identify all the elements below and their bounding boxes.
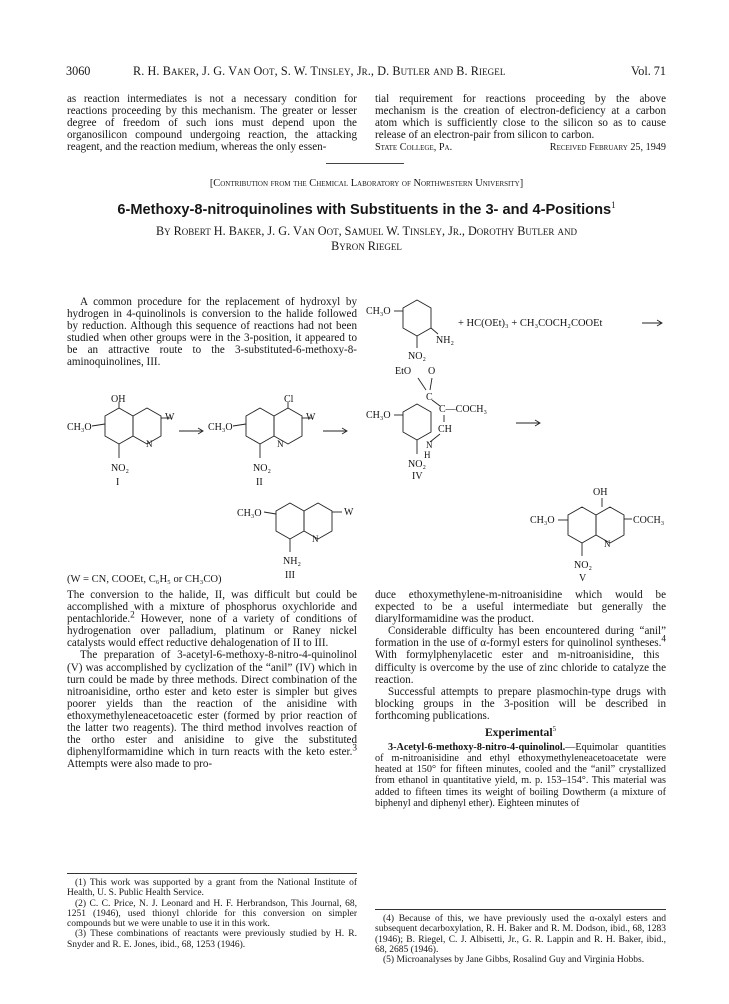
article-divider: [326, 163, 404, 164]
contribution-line: [Contribution from the Chemical Laboratory of Northwestern University]: [209, 178, 524, 189]
compound-1-structure: [67, 394, 175, 488]
arrow-4: [516, 420, 540, 426]
previous-article-right: [375, 93, 666, 154]
compound-heading: 3-Acetyl-6-methoxy-8-nitro-4-quinolinol.: [388, 742, 566, 754]
footnote: (4) Because of this, we have previously used the α-oxalyl esters and subsequent decarboxylation, R. H. Baker and R. M. Dodson, ibid., 68, 1283 (1946); B. Riegel, C. J. Albisetti, Jr., G. R. Lappin and R. H. Baker, ibid., 68, 2685 (1946).: [375, 914, 666, 955]
intro-text: A common procedure for the replacement of hydroxyl by hydrogen in 4-quinolinols is conversion to the halide followed by reduction. Although this sequence of reactions had not been studied when other groups were in the 3-position, it appeared to be an attractive route to the 3-substituted-6-methoxy-8-aminoquinolines, III.: [67, 296, 357, 369]
running-authors: R. H. Baker, J. G. Van Oot, S. W. Tinsley, Jr., D. Butler and B. Riegel: [133, 64, 506, 78]
methoxy-label: CH₃O: [237, 508, 262, 519]
title-text: 6-Methoxy-8-nitroquinolines with Substituents in the 3- and 4-Positions: [117, 202, 612, 218]
compound-2-structure: [208, 394, 316, 488]
footnote-ref: 2: [130, 610, 135, 621]
methoxy-label: CH₃O: [67, 422, 92, 433]
byline-line-2: Byron Riegel: [331, 238, 402, 253]
body-paragraph: The preparation of 3-acetyl-6-methoxy-8-nitro-4-quinolinol (V) was accomplished by cyclization of the “anil” (IV) which in turn could be made by three methods. Direct combination of the nitroanisidine, ortho ester and keto ester is simpler but gives poorer yields than the reaction of the anisidine with ethoxymethyleneacetoacetic ester (formed by prior reaction of the latter two reagents). The third method involves reaction of the ortho ester and anisidine to give the substituted diphenylformamidine which in turn reacts with the keto ester.$^3$ Attempts were also made to pro-: [67, 649, 357, 771]
nitro-label: NO₂: [111, 463, 129, 474]
nitro-label: NO₂: [408, 459, 426, 470]
article-signature: [375, 142, 666, 154]
compound-label-2: II: [256, 477, 263, 488]
carbon-label: C: [426, 392, 433, 403]
footnote: (3) These combinations of reactants were previously studied by H. R. Snyder and R. E. Jones, ibid., 68, 1253 (1946).: [67, 929, 357, 950]
received-date: Received February 25, 1949: [549, 142, 666, 154]
article-title: [67, 202, 666, 218]
body-paragraph: Successful attempts to prepare plasmochin-type drugs with blocking groups in the 3-position will be described in forthcoming publications.: [375, 685, 666, 722]
arrow-2: [323, 428, 347, 434]
nitrogen-label: N: [146, 439, 153, 449]
methoxy-label: CH₃O: [208, 422, 233, 433]
methoxy-label: CH₃O: [366, 410, 391, 421]
intro-paragraph: [67, 296, 357, 369]
reagents-label: + HC(OEt)₃ + CH₃COCH₂COOEt: [458, 318, 603, 329]
nitro-label: NO₂: [408, 351, 426, 362]
methine-label: CH: [438, 424, 452, 435]
compound-5-structure: [530, 487, 664, 584]
nitro-label: NO₂: [253, 463, 271, 474]
w-label: W: [344, 507, 354, 518]
nitro-label: NO₂: [574, 560, 592, 571]
nitrogen-label: N: [426, 440, 433, 450]
compound-label-4: IV: [412, 471, 423, 482]
volume-number: Vol. 71: [631, 64, 666, 78]
chloro-label: Cl: [284, 394, 294, 405]
footnote-ref: 3: [352, 743, 357, 754]
footnote: (1) This work was supported by a grant from the National Institute of Health, U. S. Public Health Service.: [67, 878, 357, 899]
amino-label: NH₂: [436, 335, 454, 346]
nitroanisidine-structure: [366, 300, 454, 362]
hydroxyl-label: OH: [593, 487, 608, 498]
compound-label-5: V: [579, 573, 587, 584]
methoxy-label: CH₃O: [366, 306, 391, 317]
footnotes-left: [67, 873, 357, 950]
acetyl-carbon-label: C—COCH₃: [439, 404, 487, 415]
hydrogen-label: H: [424, 450, 431, 460]
previous-article-text: tial requirement for reactions proceeding by the above mechanism is the creation of electron-deficiency at a carbon atom which is sufficiently close to the silicon so as to cause release of an electron-pair from silicon to carbon.: [375, 93, 666, 142]
compound-4-structure: [366, 366, 487, 482]
arrow-3: [642, 320, 662, 326]
body-paragraph: Considerable difficulty has been encountered during “anil” formation in the use of α-formyl esters for quinolinol syntheses.$^4$ With formylphenylacetic ester and m-nitroanisidine, this difficulty is overcome by the use of zinc chloride to catalyze the reaction.: [375, 625, 666, 686]
nitrogen-label: N: [277, 439, 284, 449]
scheme-compounds-1-2-3: [67, 394, 367, 590]
footnotes-right: [375, 909, 666, 965]
w-label: W: [165, 412, 175, 423]
w-label: W: [306, 412, 316, 423]
arrow-1: [179, 428, 203, 434]
footnote: (2) C. C. Price, N. J. Leonard and H. F. Herbrandson, This Journal, 68, 1251 (1946), used thionyl chloride for this conversion on simpler compounds but we were unable to use it in this work.: [67, 898, 357, 930]
scheme-compounds-4-5: [366, 294, 666, 586]
compound-label-1: I: [116, 477, 120, 488]
body-paragraph: duce ethoxymethylene-m-nitroanisidine which would be expected to be a useful intermediate but generally the diarylformamidine was the product.: [375, 589, 666, 626]
page-number: 3060: [66, 64, 91, 78]
running-header: [66, 64, 666, 78]
compound-3-structure: [237, 503, 354, 581]
previous-article-text: as reaction intermediates is not a necessary condition for reactions proceeding by this mechanism. The greater or lesser degree of freedom of such ions must depend upon the organosilicon compound undergoing reaction, the attacking reagent, and the reaction medium, whereas the only essen-: [67, 93, 357, 154]
title-footnote-mark: 1: [611, 200, 616, 211]
acetyl-label: COCH₃: [633, 515, 665, 526]
footnote-ref: 5: [552, 725, 557, 734]
experimental-heading: Experimental$^5$: [484, 725, 557, 740]
byline: [67, 224, 666, 253]
previous-article-left: [67, 93, 357, 153]
body-paragraph: The conversion to the halide, II, was difficult but could be accomplished with a mixture of phosphorus oxychloride and pentachloride.$^2$ However, none of a variety of conditions of hydrogenation over palladium, platinum or Raney nickel catalysts would effect reductive dehalogenation of II to III.: [67, 589, 357, 650]
oxygen-label: O: [428, 366, 436, 377]
ethoxy-label: EtO: [395, 366, 412, 377]
w-definition: (W = CN, COOEt, C₆H₅ or CH₃CO): [67, 574, 222, 585]
footnote-ref: 4: [661, 634, 666, 645]
location: State College, Pa.: [375, 142, 453, 154]
hydroxyl-label: OH: [111, 394, 126, 405]
methoxy-label: CH₃O: [530, 515, 555, 526]
compound-label-3: III: [285, 570, 295, 581]
footnote: (5) Microanalyses by Jane Gibbs, Rosalind Guy and Virginia Hobbs.: [383, 955, 645, 966]
body-left-column: [67, 589, 357, 770]
body-right-column: [375, 589, 666, 809]
nitrogen-label: N: [604, 539, 611, 549]
nitrogen-label: N: [312, 534, 319, 544]
amino-label: NH₂: [283, 556, 301, 567]
byline-line-1: By Robert H. Baker, J. G. Van Oot, Samuel W. Tinsley, Jr., Dorothy Butler and: [156, 224, 577, 238]
experimental-paragraph: 3-Acetyl-6-methoxy-8-nitro-4-quinolinol.—Equimolar quantities of m-nitroanisidine and ethyl ethoxymethyleneacetoacetate were heated at 150° for fifteen minutes, cooled and the “anil” crystallized from ethanol in quantitative yield, m. p. 153–154°. This material was added to fifteen times its weight of boiling Dowtherm (a mixture of biphenyl and diphenyl ether). Eighteen minutes of: [375, 742, 666, 809]
